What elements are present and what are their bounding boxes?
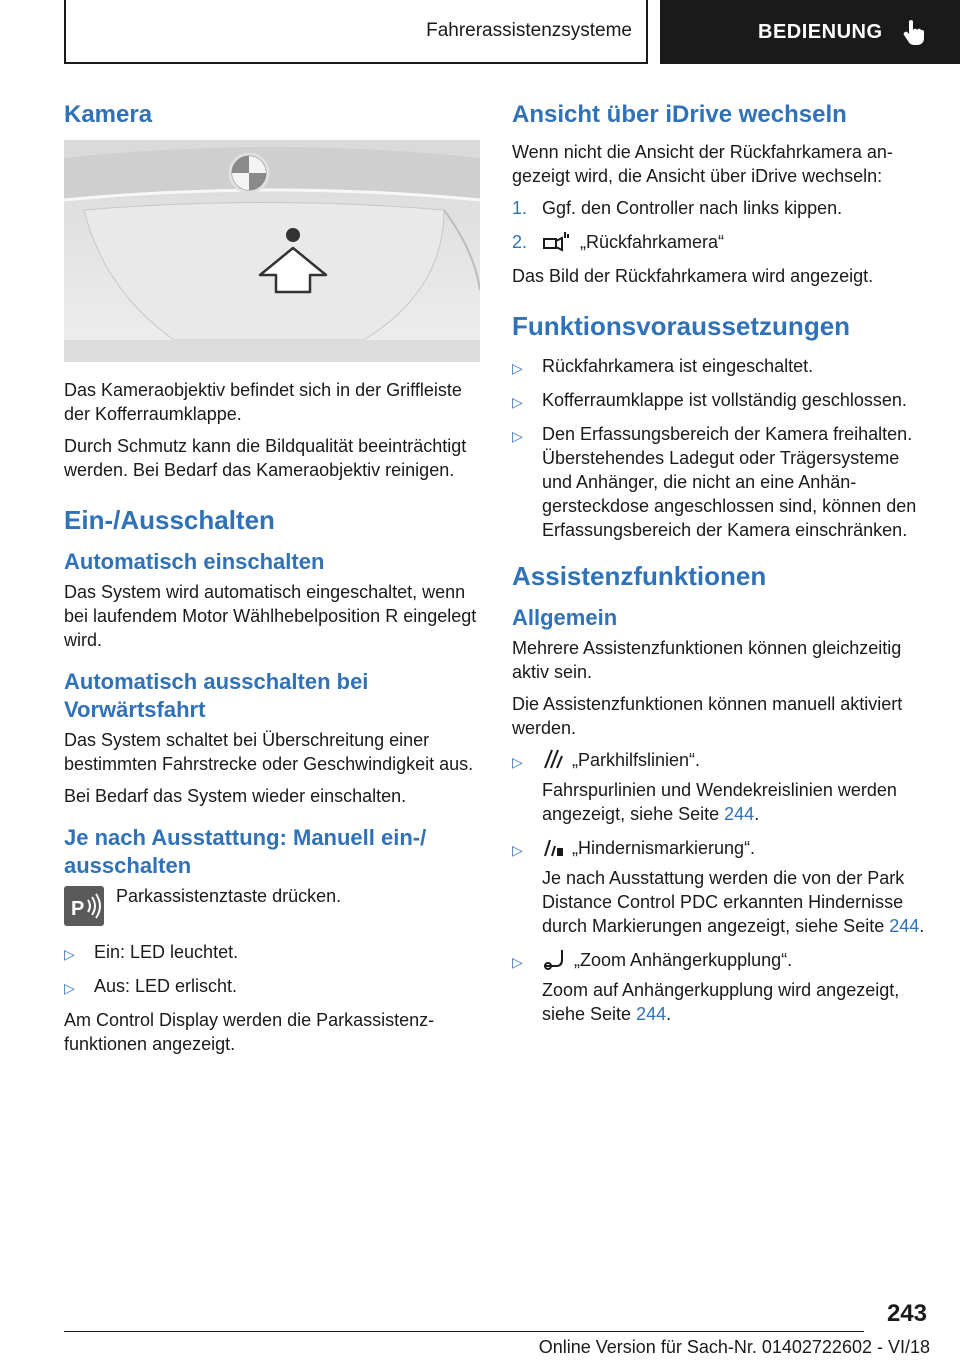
footer-text: Online Version für Sach-Nr. 01402722602 - VI/18 <box>538 1337 930 1357</box>
led-list <box>64 940 480 998</box>
right-column <box>512 100 932 1036</box>
svg-text:P: P <box>71 898 85 920</box>
list-item-text: Aus: LED erlischt. <box>94 976 238 996</box>
auto-ein-heading: Automatisch einschalten <box>64 549 325 574</box>
auto-ein-text: Das System wird automatisch eingeschaltet, wenn bei laufendem Motor Wählhebelposition R eingelegt wird. <box>64 582 477 650</box>
header-section-title <box>64 0 648 64</box>
obstacle-marking-icon <box>542 836 564 858</box>
park-assist-button-icon <box>64 886 104 926</box>
page-number: 243 <box>886 1300 927 1327</box>
section-title: Fahrerassistenzsysteme <box>426 20 632 41</box>
ansicht-heading: Ansicht über iDrive wechseln <box>512 101 847 128</box>
triangle-bullet-icon: ▷ <box>512 428 523 444</box>
closing-paragraph: Am Control Display werden die Parkassistenzfunktionen angezeigt. <box>64 1010 435 1054</box>
pointing-hand-icon <box>903 19 925 45</box>
left-column <box>64 100 480 1064</box>
list-item <box>512 422 932 542</box>
triangle-bullet-icon: ▷ <box>512 394 523 410</box>
auto-aus-text-1: Das System schaltet bei Überschreitung einer bestimmten Fahrstrecke oder Geschwindigkeit aus. <box>64 730 474 774</box>
ein-aus-heading: Ein-/Ausschalten <box>64 505 275 535</box>
allgemein-heading: Allgemein <box>512 605 618 630</box>
park-assist-instruction-text: Parkassistenztaste drücken. <box>116 886 342 906</box>
triangle-bullet-icon: ▷ <box>512 360 523 376</box>
list-item <box>512 388 932 412</box>
funktion-list <box>512 354 932 542</box>
footer-divider <box>64 1331 864 1332</box>
list-item <box>64 940 480 964</box>
step-number: 2. <box>512 232 528 252</box>
kamera-paragraph-1: Das Kameraobjektiv befindet sich in der Griffleiste der Kofferraumklappe. <box>64 380 462 424</box>
assist-desc-end: . <box>754 804 760 824</box>
assist-desc-text: Fahrspurlinien und Wendekreislinien werden angezeigt, siehe Seite <box>542 780 897 824</box>
assist-desc-text: Je nach Ausstattung werden die von der Park Distance Control PDC erkannten Hindernisse durch Markierungen angezeigt, siehe Seite <box>542 868 905 936</box>
ansicht-steps <box>512 196 932 254</box>
trunk-camera-illustration <box>64 140 480 362</box>
list-item <box>512 748 932 826</box>
page-link[interactable]: 244 <box>724 804 755 824</box>
assist-desc <box>542 778 932 826</box>
step-number: 1. <box>512 198 528 218</box>
list-item-text: Ein: LED leuchtet. <box>94 942 239 962</box>
kamera-heading: Kamera <box>64 101 153 128</box>
assist-paragraph-2: Die Assistenzfunktionen können manuell aktiviert werden. <box>512 694 903 738</box>
list-item <box>512 948 932 1026</box>
park-assist-instruction <box>64 884 480 926</box>
list-item-text: Den Erfassungsbereich der Kamera freihalten. Überstehendes Ladegut oder Trägersysteme und Anhänger, die nicht an eine Anhängersteckdose angeschlossen sind, können den Erfassungsbereich der Kamera einschränken. <box>542 424 917 540</box>
triangle-bullet-icon: ▷ <box>64 980 75 996</box>
kamera-paragraph-2: Durch Schmutz kann die Bildqualität beeinträchtigt werden. Bei Bedarf das Kameraobjektiv reinigen. <box>64 436 467 480</box>
park-lines-icon <box>542 748 564 770</box>
step-text: Ggf. den Controller nach links kippen. <box>542 198 843 218</box>
ansicht-result: Das Bild der Rückfahrkamera wird angezeigt. <box>512 266 874 286</box>
ansicht-intro: Wenn nicht die Ansicht der Rückfahrkamera angezeigt wird, die Ansicht über iDrive wechseln: <box>512 142 893 186</box>
assist-label: „Zoom Anhängerkupplung“. <box>574 950 793 970</box>
assist-paragraph-1: Mehrere Assistenzfunktionen können gleichzeitig aktiv sein. <box>512 638 902 682</box>
triangle-bullet-icon: ▷ <box>512 954 523 970</box>
list-item <box>512 354 932 378</box>
manuell-heading: Je nach Ausstattung: Manuell ein-/ ausschalten <box>64 825 427 878</box>
list-item-text: Kofferraumklappe ist vollständig geschlossen. <box>542 390 907 410</box>
header-chapter-tab <box>660 0 960 64</box>
page-link[interactable]: 244 <box>636 1004 667 1024</box>
auto-aus-text-2: Bei Bedarf das System wieder einschalten. <box>64 786 407 806</box>
triangle-bullet-icon: ▷ <box>512 842 523 858</box>
assist-desc-end: . <box>666 1004 672 1024</box>
chapter-title: BEDIENUNG <box>758 20 883 43</box>
list-item <box>64 974 480 998</box>
triangle-bullet-icon: ▷ <box>512 754 523 770</box>
page-link[interactable]: 244 <box>889 916 920 936</box>
triangle-bullet-icon: ▷ <box>64 946 75 962</box>
step-text: „Rückfahrkamera“ <box>580 232 725 252</box>
step-item <box>512 230 932 254</box>
rear-camera-icon <box>542 230 572 252</box>
assist-label: „Parkhilfslinien“. <box>572 750 701 770</box>
auto-aus-heading: Automatisch ausschalten bei Vorwärtsfahrt <box>64 669 369 722</box>
assist-desc <box>542 866 932 938</box>
assist-list <box>512 748 932 1026</box>
assist-heading: Assistenzfunktionen <box>512 561 767 591</box>
trailer-hitch-icon <box>542 948 566 970</box>
assist-desc-text: Zoom auf Anhängerkupplung wird angezeigt, siehe Seite <box>542 980 900 1024</box>
assist-desc <box>542 978 932 1026</box>
list-item <box>512 836 932 938</box>
step-item <box>512 196 932 220</box>
list-item-text: Rückfahrkamera ist eingeschaltet. <box>542 356 814 376</box>
assist-desc-end: . <box>919 916 925 936</box>
funktion-heading: Funktionsvoraussetzungen <box>512 311 851 341</box>
assist-label: „Hindernismarkierung“. <box>572 838 756 858</box>
